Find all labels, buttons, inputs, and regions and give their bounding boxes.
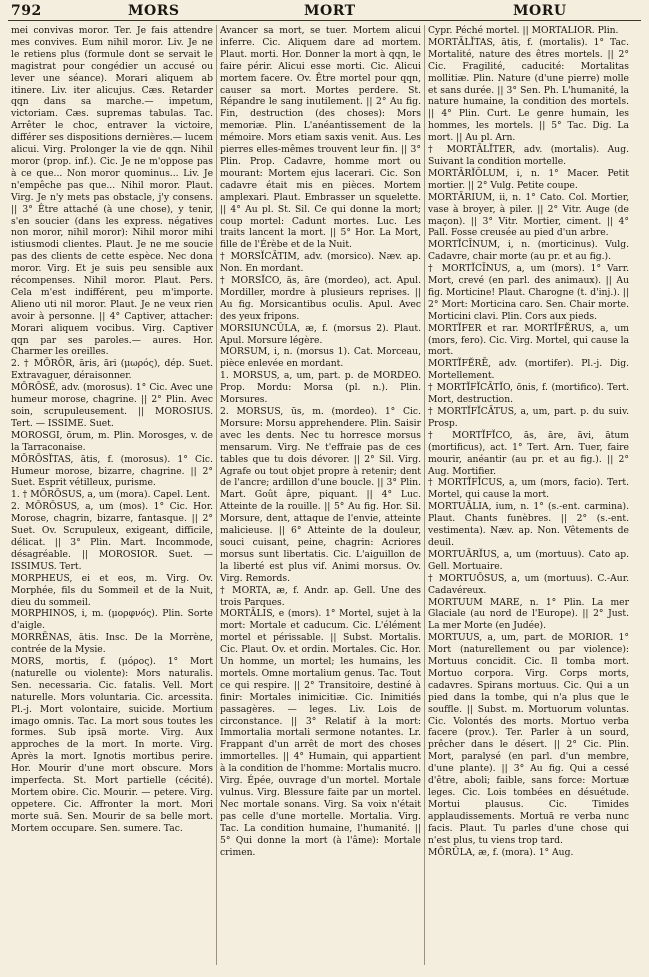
dictionary-entry: MORTUĀRĬUS, a, um (mortuus). Cato ap. Gell. Mortuaire. [428,548,629,572]
dictionary-entry: 2. MORSUS, ūs, m. (mordeo). 1° Cic. Morsure: Morsu apprehendere. Plin. Saisir avec les dents. Nec tu horresce morsus mensarum. Virg. Ne t'effraie pas de ces tables que tu dois dévorer. || 2° Sil. Virg. Agrafe ou tout objet propre à retenir; dent de l'ancre; ardillon d'une boucle. || 3° Plin. Mart. Goût âpre, piquant. || 4° Luc. Atteinte de la rouille. || 5° Au fig. Hor. Sil. Morsure, dent, attaque de l'envie, atteinte malicieuse. || 6° Atteinte de la douleur, souci cuisant, peine, chagrin: Acriores morsus sunt libertatis. Cic. L'aiguillon de la liberté est plus vif. Animi morsus. Ov. Virg. Remords. [220,406,421,584]
dictionary-entry: † MORTUŌSUS, a, um (mortuus). C.-Aur. Cadavéreux. [428,572,629,596]
dictionary-entry: † MORSĬCĀTIM, adv. (morsico). Næv. ap. Non. En mordant. [220,251,421,275]
middle-guide-word: MORT [304,3,356,19]
dictionary-entry: † MORTĬCĪNUS, a, um (mors). 1° Varr. Mort, crevé (en parl. des animaux). || Au fig. Morticine! Plaut. Charogne (t. d'inj.). || 2° Mort: Morticina caro. Sen. Chair morte. Morticini clavi. Plin. Cors aux pieds. [428,263,629,322]
dictionary-entry: 1. † MŌRŌSUS, a, um (mora). Capel. Lent. [11,489,211,501]
dictionary-entry: MORTĀRIUM, ii, n. 1° Cato. Col. Mortier, vase à broyer, à piler. || 2° Vitr. Auge (de maçon). || 3° Vitr. Mortier, ciment. || 4° Pall. Fosse creusée au pied d'un arbre. [428,191,629,239]
dictionary-entry: † MORTĬFĬCUS, a, um (mors, facio). Tert. Mortel, qui cause la mort. [428,477,629,501]
dictionary-entry: † MORTĬFĬCĀTĬO, ōnis, f. (mortifico). Tert. Mort, destruction. [428,382,629,406]
dictionary-entry: MORPHINOS, i, m. (μορφνός). Plin. Sorte d'aigle. [11,608,213,632]
dictionary-entry: MŌRŬLA, æ, f. (mora). 1° Aug. [428,846,574,858]
dictionary-entry: MORTĀLĬTAS, ātis, f. (mortalis). 1° Tac. Mortalité, nature des êtres mortels. || 2° Cic. Fragilité, caducité: Mortalitas mollitiæ. Plin. Nature (d'une pierre) molle et sans durée. || 3° Sen. Ph. L'humanité, la nature humaine, la condition des mortels. || 4° Plin. Curt. Le genre humain, les hommes, les mortels. || 5° Tac. Dig. La mort. || Au pl. Arn. [428,36,629,144]
dictionary-entry: MORTUĀLIA, ium, n. 1° (s.-ent. carmina). Plaut. Chants funèbres. || 2° (s.-ent. vestimenta). Næv. ap. Non. Vêtements de deuil. [428,501,629,548]
dictionary-entry: MORTUUS, a, um, part. de MORIOR. 1° Mort (naturellement ou par violence): Mortuus concidit. Cic. Il tomba mort. Mortuo corpora. Virg. Corps morts, cadavres. Spirans mortuus. Cic. Qui a un pied dans la tombe, qui n'a plus que le souffle. || Subst. m. Mortuorum voluntas. Cic. Volontés des morts. Mortuo verba facere (prov.). Ter. Parler à un sourd, prêcher dans le désert. || 2° Cic. Plin. Mort, paralysé (en parl. d'un membre, d'une plante). || 3° Au fig. Qui a cessé d'être, aboli; faible, sans force: Mortuæ leges. Cic. Lois tombées en désuétude. Mortui plausus. Cic. Timides applaudissements. Mortuā re verba nunc facis. Plaut. Tu parles d'une chose qui n'est plus, tu viens trop tard. [428,632,629,846]
column-middle [216,25,424,965]
right-guide-word: MORU [513,3,567,19]
left-guide-word: MORS [128,3,180,19]
dictionary-entry: Avancer sa mort, se tuer. Mortem alicui inferre. Cic. Aliquem dare ad mortem. Plaut. morti. Hor. Donner la mort à qqn, le faire périr. Alicui esse morti. Cic. Alicui mortem facere. Ov. Être mortel pour qqn, causer sa mort. Mortes perdere. St. Répandre le sang inutilement. || 2° Au fig. Fin, destruction (des choses): Mors memoriæ. Plin. L'anéantissement de la mémoire. Mors etiam saxis venit. Aus. Les pierres elles-mêmes trouvent leur fin. || 3° Plin. Prop. Cadavre, homme mort ou mourant: Mortem ejus lacerari. Cic. Son cadavre était mis en pièces. Mortem amplexari. Plaut. Embrasser un squelette. || 4° Au pl. St. Sil. Ce qui donne la mort; coup mortel: Cadunt mortes. Luc. Les traits lancent la mort. || 5° Hor. La Mort, fille de l'Érèbe et de la Nuit. [220,25,421,251]
dictionary-entry: MORSUM, i, n. (morsus 1). Cat. Morceau, pièce enlevée en mordant. [220,346,421,370]
dictionary-entry: MORTĀRĬŎLUM, i, n. 1° Macer. Petit mortier. || 2° Vulg. Petite coupe. [428,167,629,191]
dictionary-entry: MŌRŌSĬTAS, ātis, f. (morosus). 1° Cic. Humeur morose, bizarre, chagrine. || 2° Suet. Esprit vétilleux, purisme. [11,453,213,489]
dictionary-entry: MŌRŌSÉ, adv. (morosus). 1° Cic. Avec une humeur morose, chagrine. || 2° Plin. Avec soin, scrupuleusement. || MOROSIUS. Tert. — ISSIME. Suet. [11,382,213,429]
dictionary-entry: † MORTĀLĬTER, adv. (mortalis). Aug. Suivant la condition mortelle. [428,144,629,167]
dictionary-entry: MORTUUM MARE, n. 1° Plin. La mer Glaciale (au nord de l'Europe). || 2° Just. La mer Morte (en Judée). [428,596,629,632]
text-columns [8,25,641,965]
dictionary-entry: MORSIUNCŬLA, æ, f. (morsus 2). Plaut. Apul. Morsure légère. [220,322,421,346]
dictionary-entry: 2. MŌRŌSUS, a, um (mos). 1° Cic. Hor. Morose, chagrin, bizarre, fantasque. || 2° Suet. Ov. Scrupuleux, exigeant, difficile, délicat. || 3° Plin. Mart. Incommode, désagréable. || MOROSIOR. Suet. — ISSIMUS. Tert. [11,501,213,572]
dictionary-entry: MORTĬFĔRĒ, adv. (mortifer). Pl.-j. Dig. Mortellement. [428,358,629,382]
dictionary-entry: MORS, mortis, f. (μόρος). 1° Mort (naturelle ou violente): Mors naturalis. Sen. necessaria. Cic. fatalis. Vell. Mort naturelle. Mors voluntaria. Cic. arcessita. Pl.-j. Mort volontaire, suicide. Mortium imago omnis. Tac. La mort sous toutes les formes. Sub ipsā morte. Virg. Aux approches de la mort. In morte. Virg. Après la mort. Ignotis mortibus perire. Hor. Mourir d'une mort obscure. Mors imperfecta. St. Mort partielle (cécité). Mortem obire. Cic. Mourir. — petere. Virg. oppetere. Cic. Affronter la mort. Mori morte suā. Sen. Mourir de sa belle mort. Mortem occupare. Sen. sumere. Tac. [11,656,213,834]
dictionary-entry: MORTĬCĪNUM, i, n. (morticinus). Vulg. Cadavre, chair morte (au pr. et au fig.). [428,239,629,263]
dictionary-entry: † MORSĬCO, ās, āre (mordeo), act. Apul. Mordiller, mordre à plusieurs reprises. || Au fig. Morsicantibus oculis. Apul. Avec des yeux fripons. [220,275,421,322]
dictionary-entry: Cypr. Péché mortel. || MORTALIOR. Plin. [428,25,619,36]
dictionary-entry: 2. † MŌRŎR, āris, āri (μωρός), dép. Suet. Extravaguer, déraisonner. [11,358,213,382]
dictionary-entry: MORRĒNAS, ātis. Insc. De la Morrène, contrée de la Mysie. [11,632,213,656]
running-header [8,2,641,21]
dictionary-entry: † MORTA, æ, f. Andr. ap. Gell. Une des trois Parques. [220,584,421,608]
column-left [8,25,216,965]
dictionary-entry: † MORTĬFĬCĀTUS, a, um, part. p. du suiv. Prosp. [428,406,629,429]
dictionary-entry: MORTĬFER et rar. MORTĬFĔRUS, a, um (mors, fero). Cic. Virg. Mortel, qui cause la mort. [428,322,629,358]
dictionary-entry: 1. MORSUS, a, um, part. p. de MORDEO. Prop. Mordu: Morsa (pl. n.). Plin. Morsures. [220,370,421,406]
page-number: 792 [11,3,42,19]
dictionary-entry: MORPHEUS, ei et eos, m. Virg. Ov. Morphée, fils du Sommeil et de la Nuit, dieu du sommeil. [11,572,213,608]
dictionary-entry: † MORTĬFĬCO, ās, āre, āvi, ātum (mortificus), act. 1° Tert. Arn. Tuer, faire mourir, anéantir (au pr. et au fig.). || 2° Aug. Mortifier. [428,429,629,477]
dictionary-entry: MORTĀLIS, e (mors). 1° Mortel, sujet à la mort: Mortale et caducum. Cic. L'élément mortel et périssable. || Subst. Mortalis. Cic. Plaut. Ov. et ordin. Mortales. Cic. Hor. Un homme, un mortel; les humains, les mortels. Omne mortalium genus. Tac. Tout ce qui respire. || 2° Transitoire, destiné à finir: Mortales inimicitiæ. Cic. Inimitiés passagères. — leges. Liv. Lois de circonstance. || 3° Relatif à la mort: Immortalia mortali sermone notantes. Lr. Frappant d'un arrêt de mort des choses immortelles. || 4° Humain, qui appartient à la condition de l'homme: Mortalis mucro. Virg. Épée, ouvrage d'un mortel. Mortale vulnus. Virg. Blessure faite par un mortel. Nec mortale sonans. Virg. Sa voix n'était pas celle d'une mortelle. Mortalia. Virg. Tac. La condition humaine, l'humanité. || 5° Qui donne la mort (à l'âme): Mortale crimen. [220,608,421,858]
column-right [424,25,632,965]
dictionary-entry: mei convivas moror. Ter. Je fais attendre mes convives. Eum nihil moror. Liv. Je ne le retiens plus (formule dont se servait le magistrat pour congédier un accusé ou lever une séance). Morari aliquem ab itinere. Liv. iter alicujus. Cæs. Retarder qqn dans sa marche.— impetum, victoriam. Cæs. supremas tabulas. Tac. Arrêter le choc, entraver la victoire, différer ses dispositions dernières.— lucem alicui. Virg. Prolonger la vie de qqn. Nihil moror (prop. inf.). Cic. Je ne m'oppose pas à ce que... Non moror quominus... Liv. Je n'empêche pas que... Nihil moror. Plaut. Virg. Je n'y mets pas obstacle, j'y consens. || 3° Être attaché (à une chose), y tenir, s'en soucier (dans les express. négatives non moror, nihil moror): Nihil moror mihi istiusmodi clientes. Plaut. Je ne me soucie pas des clients de cette espèce. Nec dona moror. Virg. Et je suis peu sensible aux récompenses. Nihil moror. Plaut. Pers. Cela m'est indifférent, peu m'importe. Alieno uti nil moror. Plaut. Je ne veux rien avoir à personne. || 4° Captiver, attacher: Morari aliquem vocibus. Virg. Captiver qqn par ses paroles.— aures. Hor. Charmer les oreilles. [11,25,213,358]
dictionary-entry: MOROSGI, ōrum, m. Plin. Morosges, v. de la Tarraconaise. [11,429,213,453]
